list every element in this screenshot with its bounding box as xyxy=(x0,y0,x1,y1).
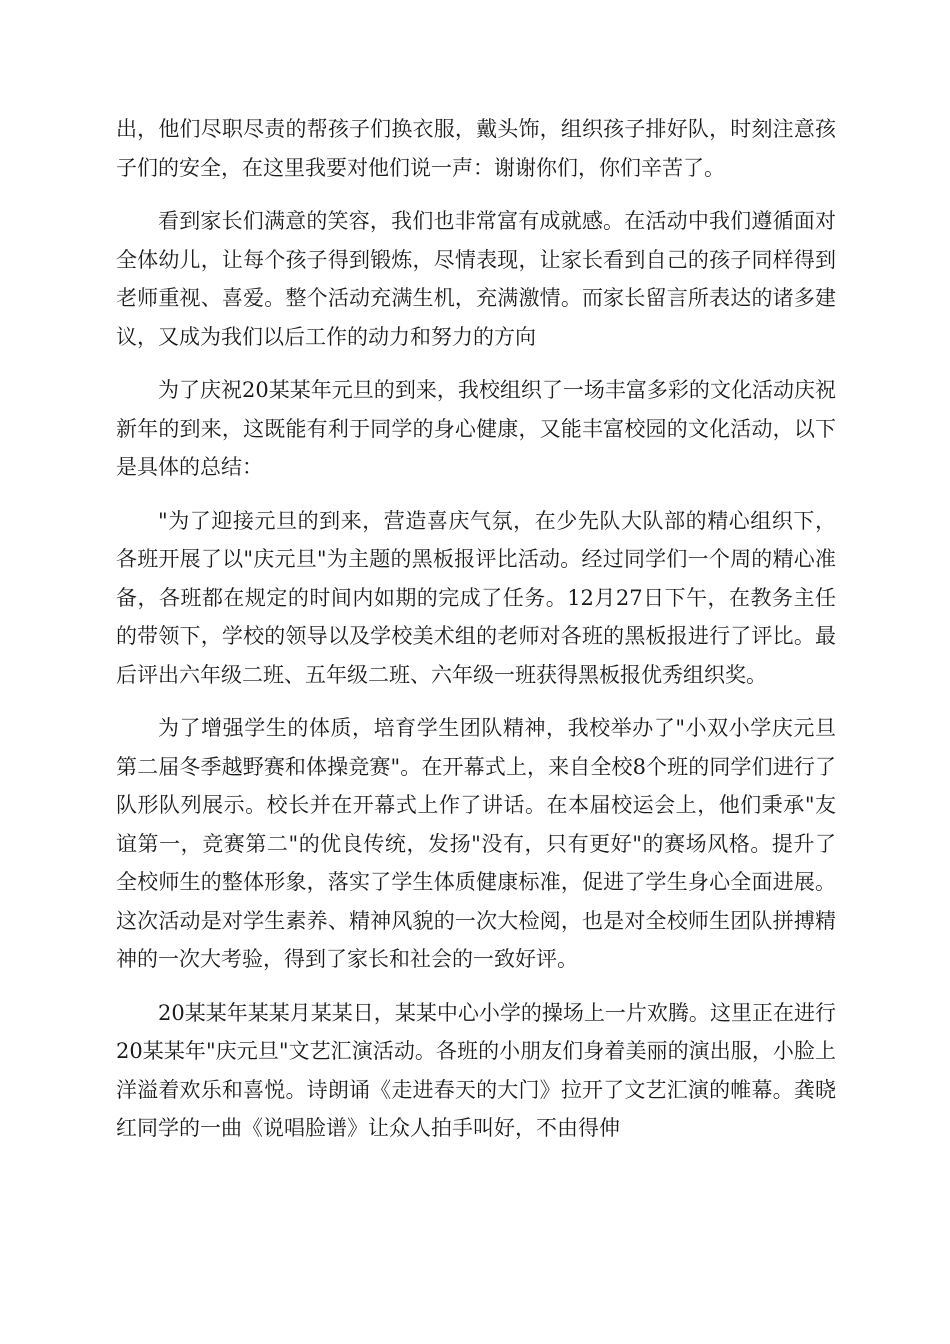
paragraph-5: 为了增强学生的体质，培育学生团队精神，我校举办了"小双小学庆元旦第二届冬季越野赛和体操竞赛"。在开幕式上，来自全校8个班的同学们进行了队形队列展示。校长并在开幕式上作了讲话。在本届校运会上，他们秉承"友谊第一，竞赛第二"的优良传统，发扬"没有，只有更好"的赛场风格。提升了全校师生的整体形象，落实了学生体质健康标准，促进了学生身心全面进展。这次活动是对学生素养、精神风貌的一次大检阅，也是对全校师生团队拼搏精神的一次大考验，得到了家长和社会的一致好评。 xyxy=(116,716,836,971)
document-body xyxy=(116,110,836,1163)
paragraph-1: 出，他们尽职尽责的帮孩子们换衣服，戴头饰，组织孩子排好队，时刻注意孩子们的安全，在这里我要对他们说一声：谢谢你们，你们辛苦了。 xyxy=(116,117,836,180)
paragraph-4: "为了迎接元旦的到来，营造喜庆气氛，在少先队大队部的精心组织下，各班开展了以"庆元旦"为主题的黑板报评比活动。经过同学们一个周的精心准备，各班都在规定的时间内如期的完成了任务。12月27日下午，在教务主任的带领下，学校的领导以及学校美术组的老师对各班的黑板报进行了评比。最后评出六年级二班、五年级二班、六年级一班获得黑板报优秀组织奖。 xyxy=(116,508,836,687)
paragraph-3: 为了庆祝20某某年元旦的到来，我校组织了一场丰富多彩的文化活动庆祝新年的到来，这既能有利于同学的身心健康，又能丰富校园的文化活动，以下是具体的总结： xyxy=(116,378,836,479)
paragraph-6: 20某某年某某月某某日，某某中心小学的操场上一片欢腾。这里正在进行20某某年"庆元旦"文艺汇演活动。各班的小朋友们身着美丽的演出服，小脸上洋溢着欢乐和喜悦。诗朗诵《走进春天的大门》拉开了文艺汇演的帷幕。龚晓红同学的一曲《说唱脸谱》让众人拍手叫好，不由得伸 xyxy=(116,1000,836,1140)
paragraph-2: 看到家长们满意的笑容，我们也非常富有成就感。在活动中我们遵循面对全体幼儿，让每个孩子得到锻炼，尽情表现，让家长看到自己的孩子同样得到老师重视、喜爱。整个活动充满生机，充满激情。而家长留言所表达的诸多建议，又成为我们以后工作的动力和努力的方向 xyxy=(116,209,836,349)
